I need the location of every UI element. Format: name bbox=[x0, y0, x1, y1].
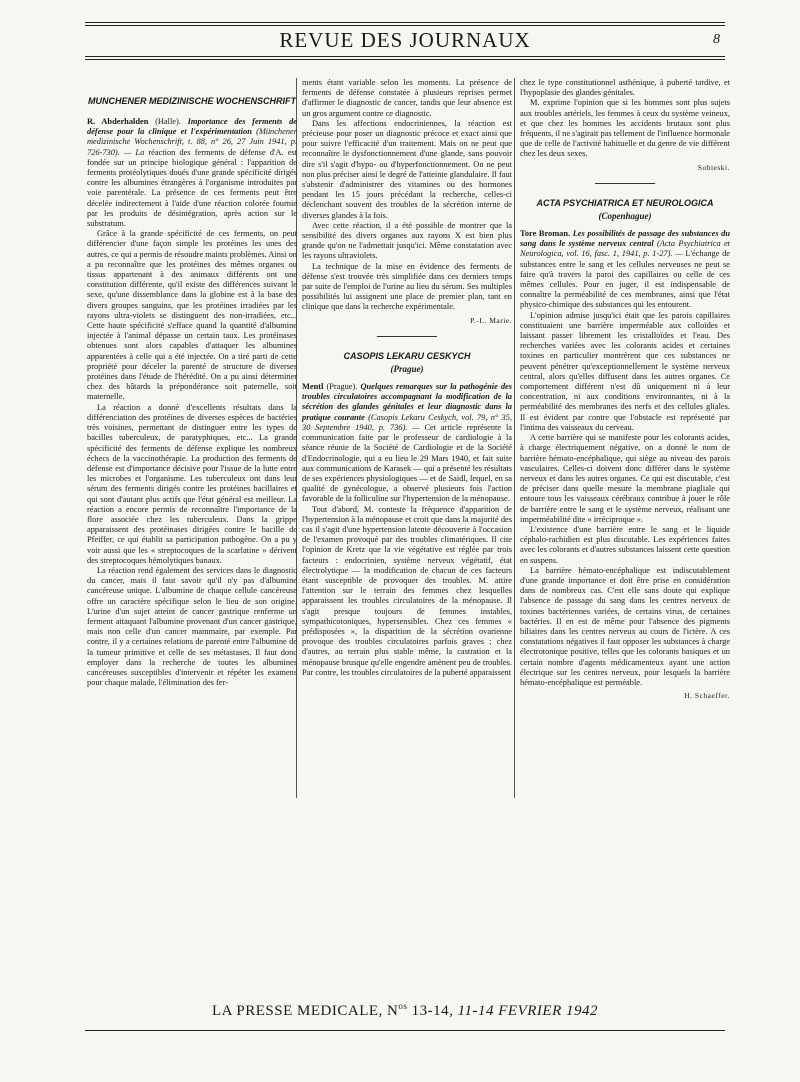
article-citation: (Acta Psychiatrica et Neurologica, vol. 16, fasc. 1, 1941, p. 1-27). — bbox=[520, 239, 730, 259]
section-separator bbox=[377, 336, 437, 337]
signature-marie: P.-L. Marie. bbox=[470, 315, 512, 325]
paragraph: chez le type constitutionnel asthénique, à puberté tardive, et l'hypoplasie des glandes génitales. bbox=[520, 78, 730, 98]
footer-journal: LA PRESSE MEDICALE, N bbox=[212, 1003, 399, 1019]
paragraph: ments étant variable selon les moments. La présence de ferments de défense constatée à plusieurs reprises permet d'affirmer le diagnostic de cancer, tandis que leur absence est un gros argument contre ce diagnostic. bbox=[302, 78, 512, 118]
paragraph: Avec cette réaction, il a été possible de montrer que la sensibilité des divers organes aux rayons X est bien plus grande qu'on ne l'admettait jusqu'ici. Même constatation avec les rayons ultraviolets. bbox=[302, 220, 512, 261]
article-title: Quelques remarques sur la pathogénie des troubles circulatoires accompagnant la modification de la sécrétion des glandes génitales et leur diagnostic dans la pratique courante bbox=[302, 382, 512, 422]
author-name: Mentl bbox=[302, 382, 324, 392]
paragraph: L'existence d'une barrière entre le sang et le liquide céphalo-rachidien est plus discutable. Les expériences faites avec les colorants et d'autres substances laissent cette question en suspens. bbox=[520, 524, 730, 565]
paragraph: La technique de la mise en évidence des ferments de défense s'est trouvée très simplifiée dans ces derniers temps par suite de l'emploi de l'urine au lieu du sérum. Ses multiples possibilités lui assignent une place de premier plan, tant en clinique que dans la recherche expérimentale. bbox=[302, 261, 512, 312]
page-number: 8 bbox=[713, 32, 720, 47]
paragraph: A cette barrière qui se manifeste pour les colorants acides, à charge électriquement négative, on a donné le nom de barrière hémato-encéphalique, qui siège au niveau des parois vasculaires. Celles-ci doivent donc différer dans le système nerveux et dans les autres organes. Ce qui est discutable, c'est de préciser dans quelle mesure la membrane piagliale qui entoure tous les vaisseaux cérébraux contribue à jouer le rôle de barrière entre le sang et le système nerveux, réalisant une imperméabilité dite « irréciproque ». bbox=[520, 433, 730, 524]
author-name: Tore Broman. bbox=[520, 229, 571, 239]
paragraph: Tout d'abord, M. conteste la fréquence d'apparition de l'hypertension à la ménopause et croit que dans la majorité des cas il s'agit d'une hypertension latente découverte à l'occasion de l'examen provoqué par des troubles climatériques. Il cite l'opinion de Kretz que la vie végétative est réglée par trois facteurs : endocrinien, système nerveux végétatif, état électrolytique — la modification de chacun de ces facteurs étant susceptible de provoquer des troubles. M. attire l'attention sur le terrain des femmes chez lesquelles apparaissent les troubles circulatoires de la ménopause. Il s'agit presque toujours de femmes instables, sympathicotoniques, hypersensibles. Chez ces femmes « prédisposées », la disparition de la sécrétion ovarienne provoque des troubles circulatoires parfois graves ; chez d'autres, au terrain plus stable même, la castration et la ménopause brusque qu'elle engendre amènent peu de troubles. Par contre, les troubles circulatoires de la puberté apparaissent bbox=[302, 504, 512, 677]
article-citation: (Münchener medizinische Wochenschrift, t. 88, n° 26, 27 Juin 1941, p. 726-730). — La bbox=[87, 127, 297, 157]
header-rule-top bbox=[85, 22, 725, 23]
author-place: (Halle). bbox=[155, 117, 181, 126]
section-title-munchener: MUNCHENER MEDIZINISCHE WOCHENSCHRIFT bbox=[88, 96, 296, 106]
footer-rule bbox=[85, 1030, 725, 1031]
article-abderhalden-lead bbox=[87, 117, 297, 229]
paragraph-text: L'échange de substances entre le sang et les cellules nerveuses ne peut se faire qu'à travers la paroi des capillaires ou celle de ces mêmes cellules. Pour en juger, il est indispensable de connaître la perméabilité de ces membranes, ainsi que l'état physico-chimique des substances qui les entourent. bbox=[520, 249, 730, 310]
footer-issue: 13-14, bbox=[411, 1003, 454, 1019]
footer-num-sup: os bbox=[398, 1001, 408, 1011]
article-citation: (Casopis Lekaru Ceskych, vol. 79, n° 35, 30 Septembre 1940, p. 736). — bbox=[302, 412, 512, 432]
paragraph: Dans les affections endocriniennes, la réaction est précieuse pour poser un diagnostic précoce et exact ainsi que pour suivre l'efficacité d'un traitement. Mais on ne peut que reconnaître le dysfonctionnement d'une glande, sans pouvoir dire s'il s'agit d'hypo- ou d'hyperfonctionnement. On ne peut non plus préciser ainsi le degré de l'atteinte glandulaire. Il faut s'abstenir d'administrer des vitamines ou des hormones pendant les 15 jours précédant la recherche, celles-ci déclenchant souvent des troubles de la sécrétion interne de diverses glandes à la fois. bbox=[302, 118, 512, 220]
paragraph: La réaction rend également des services dans le diagnostic du cancer, mais il faut savoir qu'il n'y pas d'albumine cancéreuse unique. L'albumine de chaque cellule cancéreuse offre un caractère spécifique selon le lieu de son origine. L'urine d'un sujet atteint de cancer gastrique renferme un ferment attaquant l'albumine provenant d'un cancer gastrique, mais non celle d'un cancer mammaire, par exemple. Par contre, il y a certaines relations de parenté entre l'albumine de la tumeur primitive et celle de ses métastases. Il faut donc employer dans la recherche de toutes les albumines cancéreuses susceptibles d'intervenir et répéter les examens pour chaque malade, l'élimination des fer- bbox=[87, 565, 297, 688]
paragraph: L'opinion admise jusqu'ici était que les parois capillaires constituaient une barrière imperméable aux colloïdes et laissant passer librement les cristalloïdes et l'eau. Des recherches variées avec les colorants acides et certaines toxines en particulier montrèrent que ces substances ne peuvent pénétrer qu'exceptionnellement le système nerveux central, alors qu'elles diffusent dans les autres organes. Ce comportement différent n'est dû uniquement ni à leur concentration, ni aux conditions environnantes, ni à la perméabilité des membranes des nerfs et des cellules gliales. Il est évident par contre que l'obstacle est représenté par l'intima des vaisseaux du cerveau. bbox=[520, 310, 730, 432]
section-title-acta: ACTA PSYCHIATRICA ET NEUROLOGICA bbox=[536, 197, 714, 208]
article-broman-lead bbox=[520, 229, 730, 311]
paragraph: La barrière hémato-encéphalique est indiscutablement d'une grande importance et doit être prise en considération dans de nombreux cas. C'est elle sans doute qui explique l'absence de passage du sang dans les centres nerveux de toxines bactériennes variées, de certains virus, de certaines bactéries. Il en est de même pour l'absence des pigments biliaires dans les centres nerveux au cours de l'ictère. A ces constatations négatives il faut opposer les substances à charge électrotonique positive, telles que les colorants basiques et un certain nombre d'agents médicamenteux ayant une action électrique sur les centres nerveux, pour lesquels la barrière hémato-encéphalique est perméable. bbox=[520, 565, 730, 687]
article-title: Importance des ferments de défense pour la clinique et l'expérimentation bbox=[87, 117, 297, 137]
column-3 bbox=[520, 78, 730, 978]
paragraph-text: réaction des ferments de défense d'A. est fondée sur un principe biologique général : l'apparition de ferments protéolytiques doués d'une grande spécificité dirigés contre les albumines étrangères à l'organisme introduites par voie parentérale. La présence de ces ferments peut être décelée indirectement à l'aide d'une réaction colorée fournie par les produits de désintégration, après action sur le substratum. bbox=[87, 147, 297, 229]
paragraph: M. exprime l'opinion que si les hommes sont plus sujets aux troubles artériels, les femmes à ceux du système veineux, et que chez les hommes les accidents brutaux sont plus fréquents, il ne s'agirait pas tellement de l'influence hormonale que de celle de l'activité habituelle et du genre de vie différent chez les deux sexes. bbox=[520, 98, 730, 159]
section-subtitle-copenhague: (Copenhague) bbox=[598, 210, 652, 221]
page-footer bbox=[85, 1001, 725, 1020]
page-title: REVUE DES JOURNAUX bbox=[279, 28, 531, 52]
section-separator bbox=[595, 183, 655, 184]
header-rule-top-2 bbox=[85, 25, 725, 26]
section-title-casopis: CASOPIS LEKARU CESKYCH bbox=[343, 350, 471, 361]
article-mentl-lead bbox=[302, 382, 512, 504]
author-place: (Prague). bbox=[326, 382, 358, 392]
header-rule-bottom bbox=[85, 56, 725, 57]
paragraph: Grâce à la grande spécificité de ces ferments, on peut différencier d'une façon simple les protéines les unes des autres, ce qui a permis de résoudre maints problèmes. Ainsi on a pu reconnaître que les protéines des mêmes organes ou tissus appartenant à des animaux différents ont une constitution différente, qu'il existe des différences suivant le sexe, qu'une dissemblance dans la globine est à la base des divers groupes sanguins, que les protéines irradiées par les rayons ultra-violets se distinguent des non-irradiées, etc... Cette haute spécificité s'efface quand la quantité d'albumine injectée à l'animal dépasse un certain taux. Les protéinases obtenues sont alors capables d'attaquer les albumines apparentées à celle qui a été injectée. On a tiré parti de cette propriété pour déceler la parenté de structure de diverses protéines dans l'étude de l'hérédité. On a pu ainsi déterminer chez des bâtards la prépondérance soit paternelle, soit maternelle. bbox=[87, 229, 297, 402]
signature-schaeffer: H. Schaeffer. bbox=[684, 691, 730, 701]
article-title: Les possibilités de passage des substances du sang dans le système nerveux central bbox=[520, 229, 730, 249]
section-subtitle-prague: (Prague) bbox=[390, 363, 424, 374]
column-divider-2 bbox=[514, 78, 515, 798]
column-1 bbox=[87, 78, 297, 978]
footer-date: 11-14 FEVRIER 1942 bbox=[457, 1003, 598, 1019]
header-rule-bottom-2 bbox=[85, 59, 725, 60]
paragraph-text: Cet article représente la communication faite par le professeur de cardiologie à la séance réunie de la Société de Cardiologie et de la Société d'Endocrinologie, qui a eu lieu le 29 Mars 1940, et fait suite aux communications de Karasek — qui a présenté les résultats de ses expériences physiologiques — et de Saidl, lequel, en sa qualité de gynécologue, a observé plusieurs fois l'action favorable de la folliculine sur l'hypertension de la ménopause. bbox=[302, 422, 512, 504]
signature-sobieski: Sobieski. bbox=[697, 162, 730, 172]
paragraph: La réaction a donné d'excellents résultats dans la différenciation des protéines de diverses espèces de bactéries très voisines, permettant de distinguer entre les types de bacilles tuberculeux, de paratyphiques, etc... La grande spécificité des ferments de défense explique les nombreux échecs de la vaccinothérapie. La production des ferments de défense est d'importance décisive pour l'issue de la lutte entre les microbes et l'organisme. Les tuberculeux ont dans leur sérum des ferments dirigés contre les protéines bacillaires et qui sont d'autant plus actifs que l'état général est meilleur. La réaction a encore permis de reconnaître l'importance de la flore associée chez les tuberculeux. Dans la grippe apparaissent des protéinases dirigées contre le bacille de Pfeiffer, ce qui établit sa participation pathogène. On a pu y voir aussi que les « streptocoques de la scarlatine » dérivent des streptocoques hémolytiques banaux. bbox=[87, 402, 297, 565]
column-2 bbox=[302, 78, 512, 978]
author-name: R. Abderhalden bbox=[87, 117, 149, 126]
